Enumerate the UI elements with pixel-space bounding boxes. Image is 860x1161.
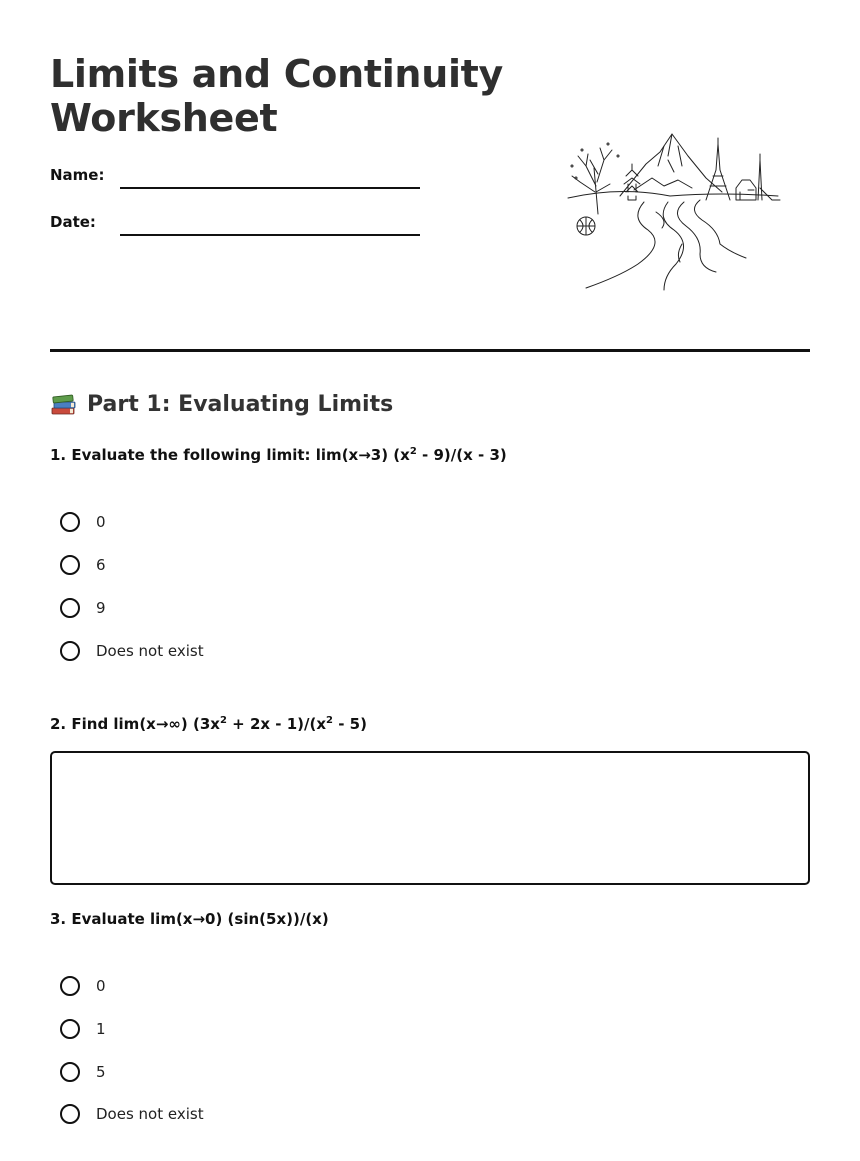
question-2	[50, 715, 367, 733]
q3-option-d[interactable]	[60, 1102, 204, 1126]
question-text: - 9)/(x - 3)	[416, 446, 507, 464]
option-label: Does not exist	[96, 642, 204, 660]
question-text: Find lim(x→∞) (3x	[71, 715, 220, 733]
q2-answer-box[interactable]	[50, 751, 810, 885]
radio-button[interactable]	[60, 598, 80, 618]
option-label: 0	[96, 977, 106, 995]
q1-option-c[interactable]	[60, 596, 106, 620]
q1-option-d[interactable]	[60, 639, 204, 663]
date-field[interactable]	[120, 234, 420, 236]
radio-button[interactable]	[60, 1019, 80, 1039]
option-label: 5	[96, 1063, 106, 1081]
section-title: Part 1: Evaluating Limits	[87, 391, 394, 417]
option-label: Does not exist	[96, 1105, 204, 1123]
question-text: Evaluate the following limit: lim(x→3) (x	[71, 446, 410, 464]
question-1	[50, 446, 507, 464]
question-3	[50, 910, 329, 928]
q3-option-c[interactable]	[60, 1060, 106, 1084]
date-label: Date:	[50, 213, 96, 231]
question-text: - 5)	[333, 715, 367, 733]
question-text: Evaluate lim(x→0) (sin(5x))/(x)	[71, 910, 329, 928]
name-label: Name:	[50, 166, 105, 184]
radio-button[interactable]	[60, 555, 80, 575]
option-label: 0	[96, 513, 106, 531]
question-number: 2.	[50, 715, 67, 733]
question-number: 3.	[50, 910, 67, 928]
radio-button[interactable]	[60, 641, 80, 661]
q3-option-b[interactable]	[60, 1017, 106, 1041]
superscript: 2	[326, 715, 334, 726]
option-label: 9	[96, 599, 106, 617]
name-field[interactable]	[120, 187, 420, 189]
superscript: 2	[219, 715, 227, 726]
question-number: 1.	[50, 446, 67, 464]
landscape-illustration	[560, 126, 785, 292]
books-icon	[50, 391, 77, 417]
option-label: 1	[96, 1020, 106, 1038]
radio-button[interactable]	[60, 976, 80, 996]
q3-option-a[interactable]	[60, 974, 106, 998]
q1-option-a[interactable]	[60, 510, 106, 534]
q1-option-b[interactable]	[60, 553, 106, 577]
radio-button[interactable]	[60, 1062, 80, 1082]
worksheet-title: Limits and Continuity Worksheet	[50, 52, 504, 140]
section-heading	[50, 389, 393, 419]
option-label: 6	[96, 556, 106, 574]
question-text: + 2x - 1)/(x	[226, 715, 327, 733]
superscript: 2	[409, 446, 417, 457]
radio-button[interactable]	[60, 512, 80, 532]
radio-button[interactable]	[60, 1104, 80, 1124]
section-divider	[50, 349, 810, 352]
